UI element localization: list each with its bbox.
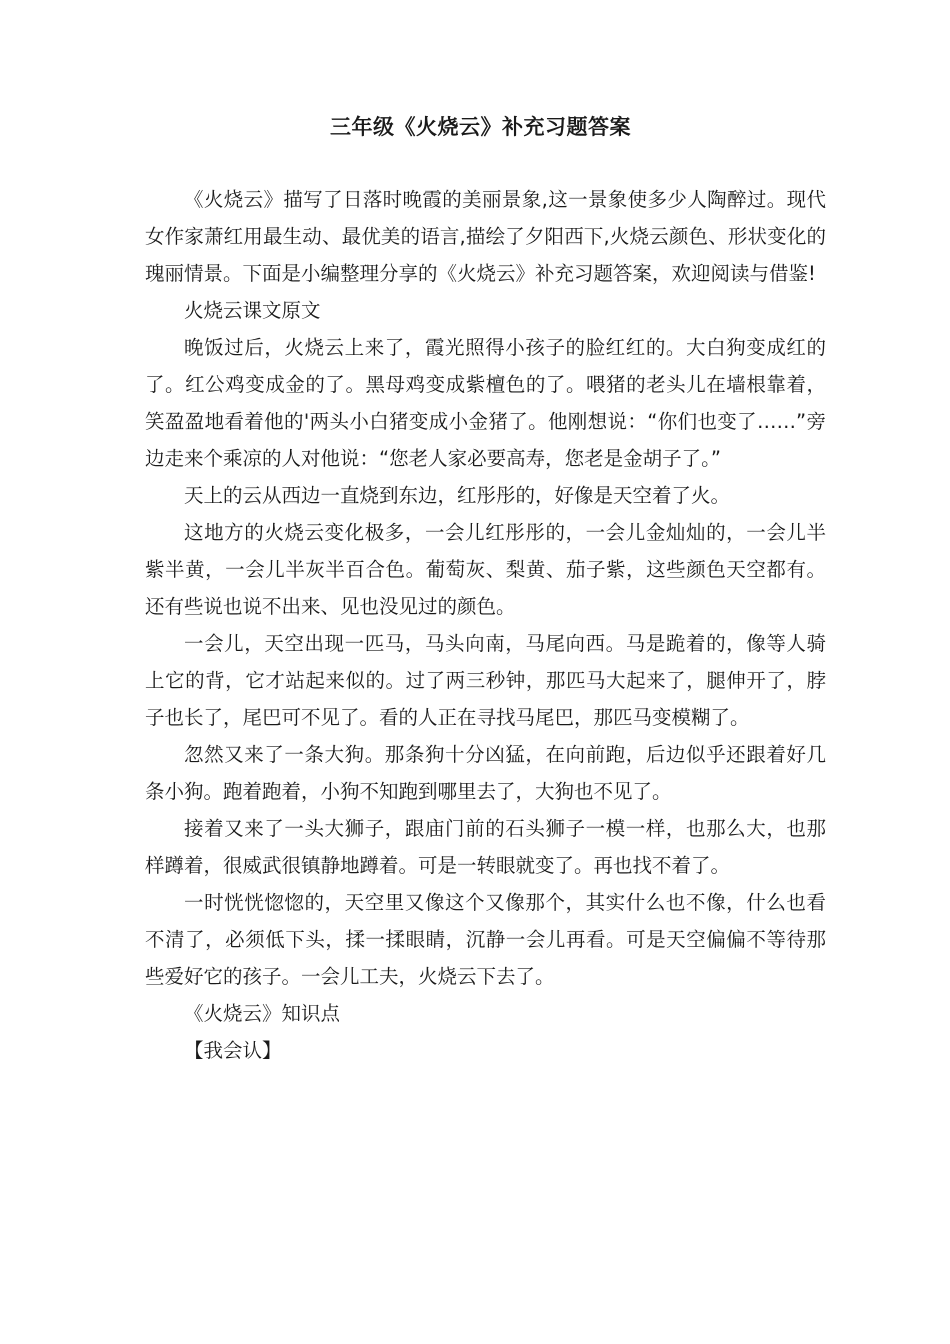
- story-paragraph: 这地方的火烧云变化极多，一会儿红彤彤的，一会儿金灿灿的，一会儿半紫半黄，一会儿半灰半百合色。葡萄灰、梨黄、茄子紫，这些颜色天空都有。还有些说也说不出来、见也没见过的颜色。: [145, 521, 826, 618]
- section-heading-knowledge-points: 《火烧云》知识点: [184, 1002, 341, 1025]
- story-paragraph: 一会儿，天空出现一匹马，马头向南，马尾向西。马是跪着的，像等人骑上它的背，它才站起来似的。过了两三秒钟，那匹马大起来了，腿伸开了，脖子也长了，尾巴可不见了。看的人正在寻找马尾巴，那匹马变模糊了。: [145, 632, 826, 729]
- story-paragraph: 一时恍恍惚惚的，天空里又像这个又像那个，其实什么也不像，什么也看不清了，必须低下头，揉一揉眼睛，沉静一会儿再看。可是天空偏偏不等待那些爱好它的孩子。一会儿工夫，火烧云下去了。: [145, 891, 826, 988]
- story-paragraph: 忽然又来了一条大狗。那条狗十分凶猛，在向前跑，后边似乎还跟着好几条小狗。跑着跑着，小狗不知跑到哪里去了，大狗也不见了。: [145, 743, 826, 803]
- document-body: [145, 181, 826, 1069]
- document-title: 三年级《火烧云》补充习题答案: [330, 115, 631, 139]
- subsection-heading-recognize: 【我会认】: [184, 1039, 282, 1062]
- story-paragraph: 接着又来了一头大狮子，跟庙门前的石头狮子一模一样，也那么大，也那样蹲着，很威武很镇静地蹲着。可是一转眼就变了。再也找不着了。: [145, 817, 826, 877]
- section-heading-original-text: 火烧云课文原文: [184, 299, 321, 322]
- intro-paragraph: 《火烧云》描写了日落时晚霞的美丽景象,这一景象使多少人陶醉过。现代女作家萧红用最生动、最优美的语言,描绘了夕阳西下,火烧云颜色、形状变化的瑰丽情景。下面是小编整理分享的《火烧云》补充习题答案，欢迎阅读与借鉴!: [145, 188, 826, 285]
- story-paragraph: 天上的云从西边一直烧到东边，红彤彤的，好像是天空着了火。: [184, 484, 731, 507]
- story-paragraph: 晚饭过后，火烧云上来了，霞光照得小孩子的脸红红的。大白狗变成红的了。红公鸡变成金的了。黑母鸡变成紫檀色的了。喂猪的老头儿在墙根靠着，笑盈盈地看着他的'两头小白猪变成小金猪了。他刚想说：“你们也变了……”旁边走来个乘凉的人对他说：“您老人家必要高寿，您老是金胡子了。”: [145, 336, 826, 470]
